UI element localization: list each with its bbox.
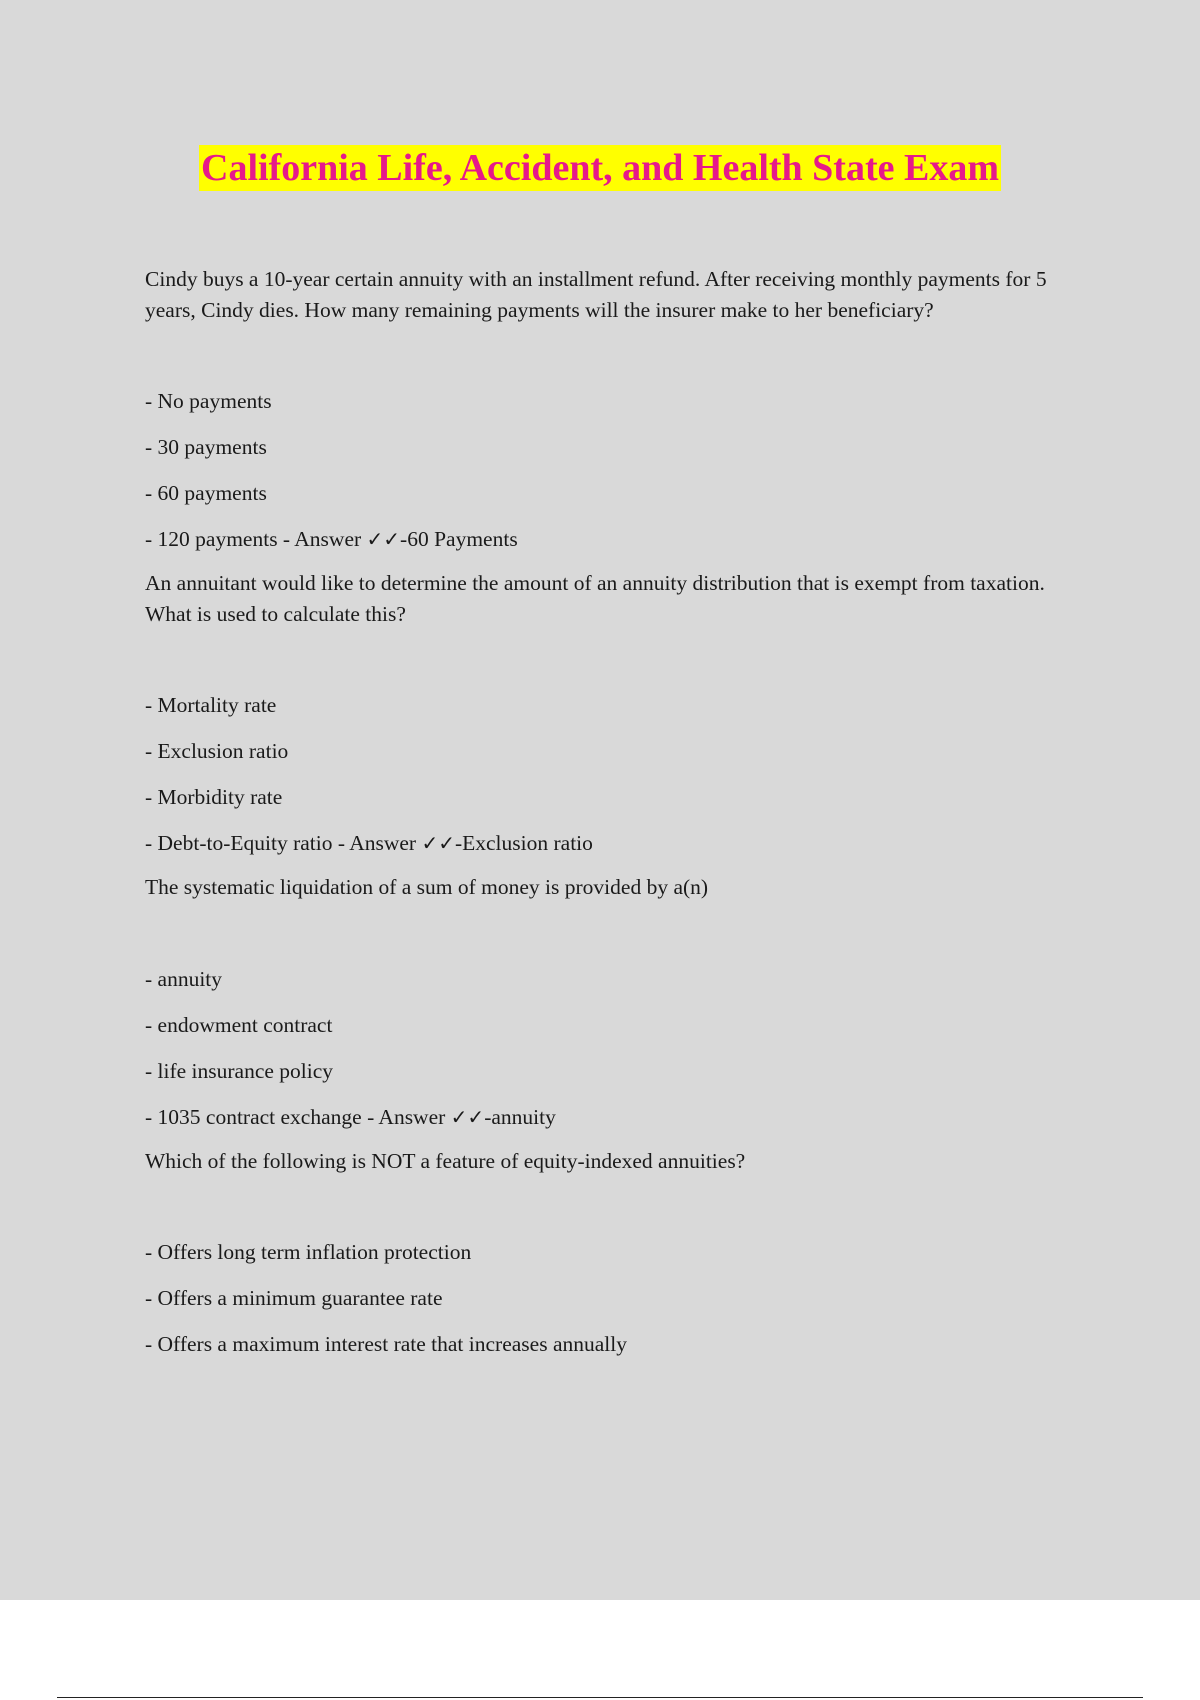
question-2: An annuitant would like to determine the amount of an annuity distribution that is exempt from taxation. What is used to calculate this? bbox=[145, 571, 1045, 626]
check-icon: ✓✓ bbox=[450, 1104, 485, 1129]
q1-option-1: - No payments bbox=[145, 389, 272, 413]
q2-answer-line bbox=[145, 828, 1075, 858]
question-1: Cindy buys a 10-year certain annuity with an installment refund. After receiving monthly payments for 5 years, Cindy dies. How many remaining payments will the insurer make to her beneficiary? bbox=[145, 267, 1047, 322]
q1-option-2: - 30 payments bbox=[145, 435, 267, 459]
footer-divider bbox=[57, 1697, 1143, 1698]
title-container bbox=[0, 145, 1200, 191]
q2-option-4: - Debt-to-Equity ratio - Answer bbox=[145, 831, 422, 855]
q3-option-3: - life insurance policy bbox=[145, 1058, 334, 1083]
check-icon: ✓✓ bbox=[366, 527, 401, 551]
document-title: California Life, Accident, and Health State Exam bbox=[201, 147, 999, 189]
q1-option-3: - 60 payments bbox=[145, 481, 267, 505]
q3-answer: -annuity bbox=[484, 1104, 556, 1129]
q2-answer: -Exclusion ratio bbox=[454, 831, 593, 855]
q2-option-1: - Mortality rate bbox=[145, 693, 277, 717]
document-content bbox=[145, 264, 1075, 1375]
q3-option-2: - endowment contract bbox=[145, 1012, 333, 1037]
q1-answer-line bbox=[145, 524, 1075, 554]
q4-option-3: - Offers a maximum interest rate that increases annually bbox=[145, 1332, 627, 1356]
q3-option-4: - 1035 contract exchange - Answer bbox=[145, 1104, 451, 1129]
q2-option-2: - Exclusion ratio bbox=[145, 739, 289, 763]
q3-answer-line bbox=[145, 1102, 1075, 1132]
q1-answer: -60 Payments bbox=[400, 527, 518, 551]
question-3: The systematic liquidation of a sum of money is provided by a(n) bbox=[145, 875, 709, 899]
q1-option-4: - 120 payments - Answer bbox=[145, 527, 367, 551]
question-4: Which of the following is NOT a feature of equity-indexed annuities? bbox=[145, 1148, 746, 1173]
q4-option-2: - Offers a minimum guarantee rate bbox=[145, 1286, 443, 1310]
q4-option-1: - Offers long term inflation protection bbox=[145, 1240, 472, 1264]
check-icon: ✓✓ bbox=[421, 831, 455, 855]
q3-option-1: - annuity bbox=[145, 966, 223, 991]
q2-option-3: - Morbidity rate bbox=[145, 785, 283, 809]
